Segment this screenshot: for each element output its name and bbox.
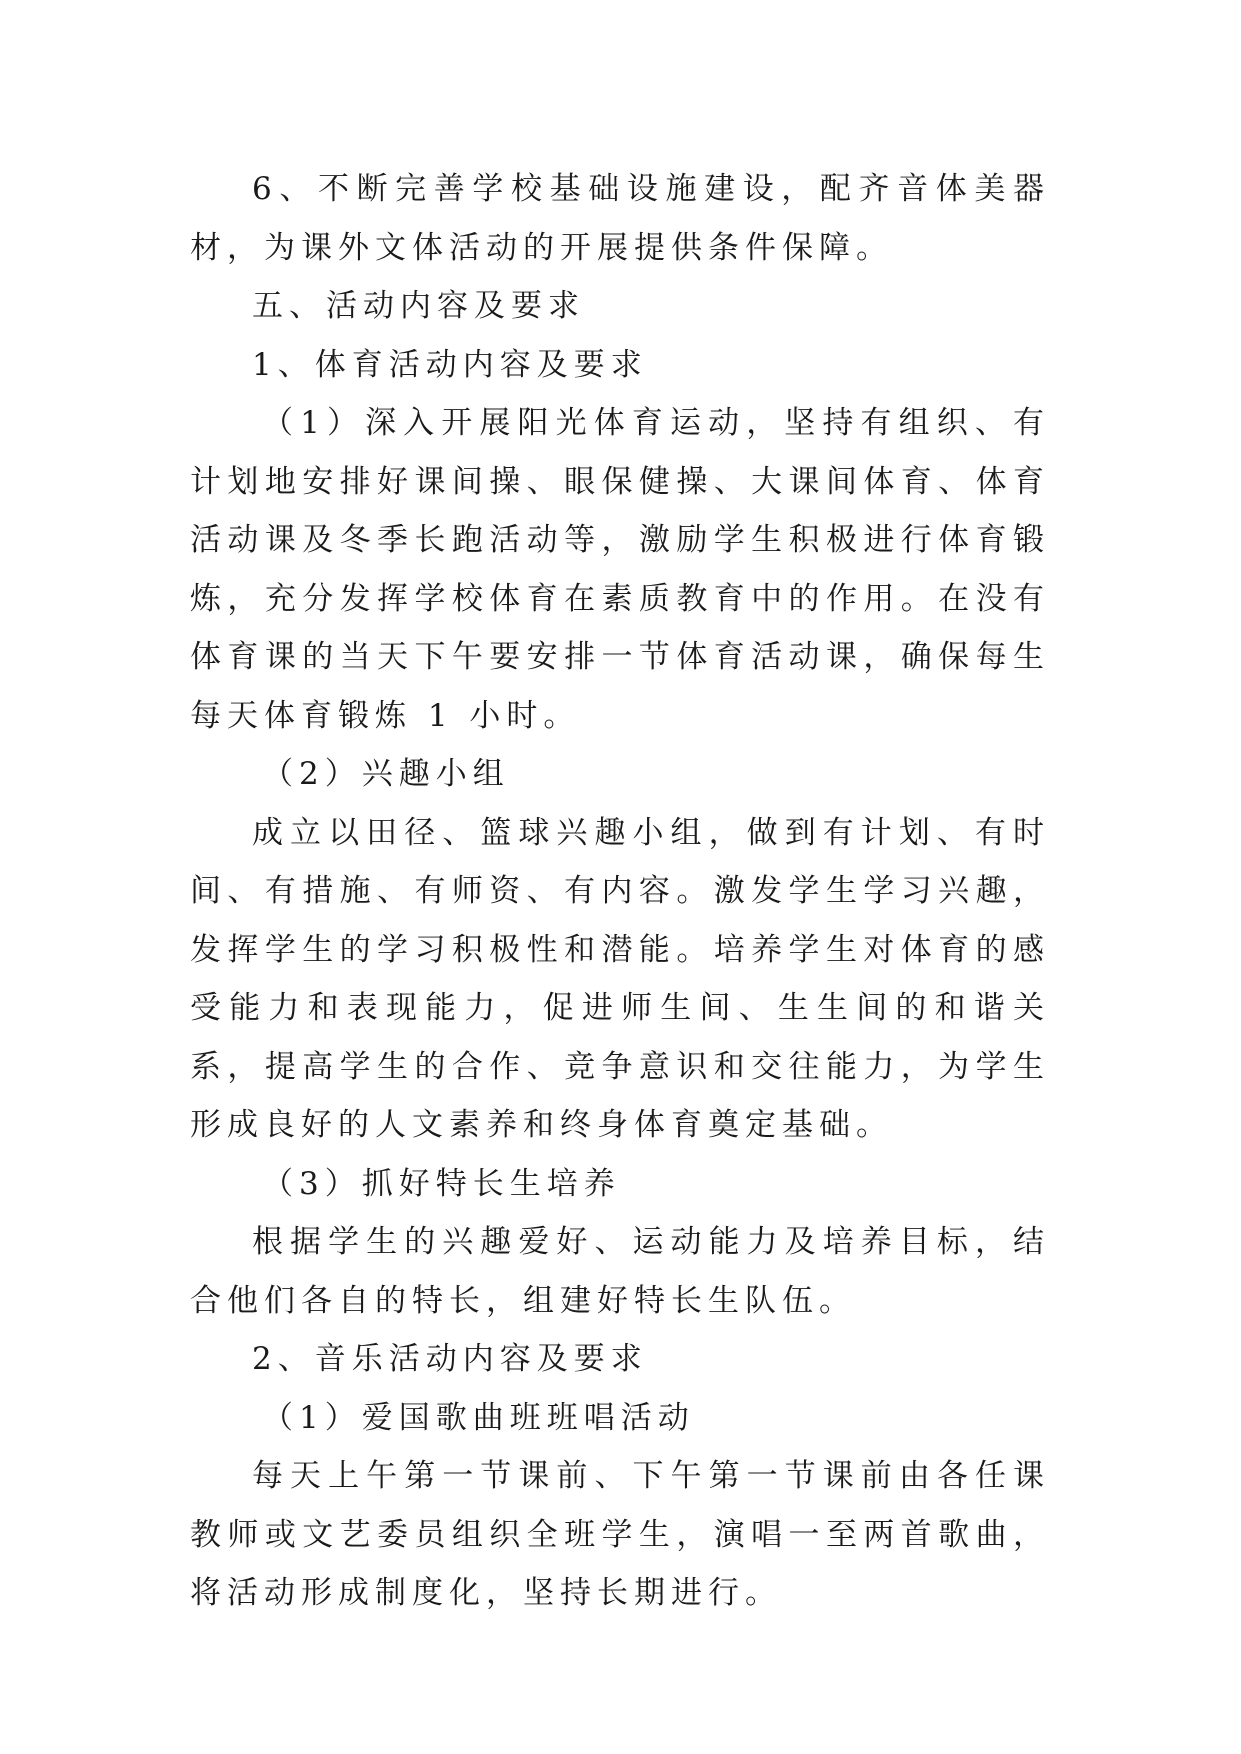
subheading-music: 2、音乐活动内容及要求 [252, 1341, 648, 1377]
document-body [190, 160, 1050, 1623]
item-heading-patriotic-songs: （1）爱国歌曲班班唱活动 [262, 1399, 695, 1436]
paragraph-patriotic-songs: 每天上午第一节课前、下午第一节课前由各任课教师或文艺委员组织全班学生，演唱一至两首歌曲，将活动形成制度化，坚持长期进行。 [190, 1458, 1050, 1611]
paragraph-facilities: 6、不断完善学校基础设施建设，配齐音体美器材，为课外文体活动的开展提供条件保障。 [190, 171, 1050, 266]
item-heading-interest-groups: （2）兴趣小组 [262, 756, 510, 792]
item-heading-talent-training: （3）抓好特长生培养 [262, 1165, 621, 1202]
paragraph-sunshine-sports: （1）深入开展阳光体育运动，坚持有组织、有计划地安排好课间操、眼保健操、大课间体育、体育活动课及冬季长跑活动等，激励学生积极进行体育锻炼，充分发挥学校体育在素质教育中的作用。在没有体育课的当天下午要安排一节体育活动课，确保每生每天体育锻炼 1 小时。 [190, 405, 1050, 734]
paragraph-interest-groups: 成立以田径、篮球兴趣小组，做到有计划、有时间、有措施、有师资、有内容。激发学生学习兴趣，发挥学生的学习积极性和潜能。培养学生对体育的感受能力和表现能力，促进师生间、生生间的和谐关系，提高学生的合作、竞争意识和交往能力，为学生形成良好的人文素养和终身体育奠定基础。 [190, 814, 1050, 1143]
paragraph-talent-training: 根据学生的兴趣爱好、运动能力及培养目标，结合他们各自的特长，组建好特长生队伍。 [190, 1224, 1050, 1319]
subheading-sports: 1、体育活动内容及要求 [252, 346, 648, 383]
section-heading-activities: 五、活动内容及要求 [252, 288, 585, 324]
